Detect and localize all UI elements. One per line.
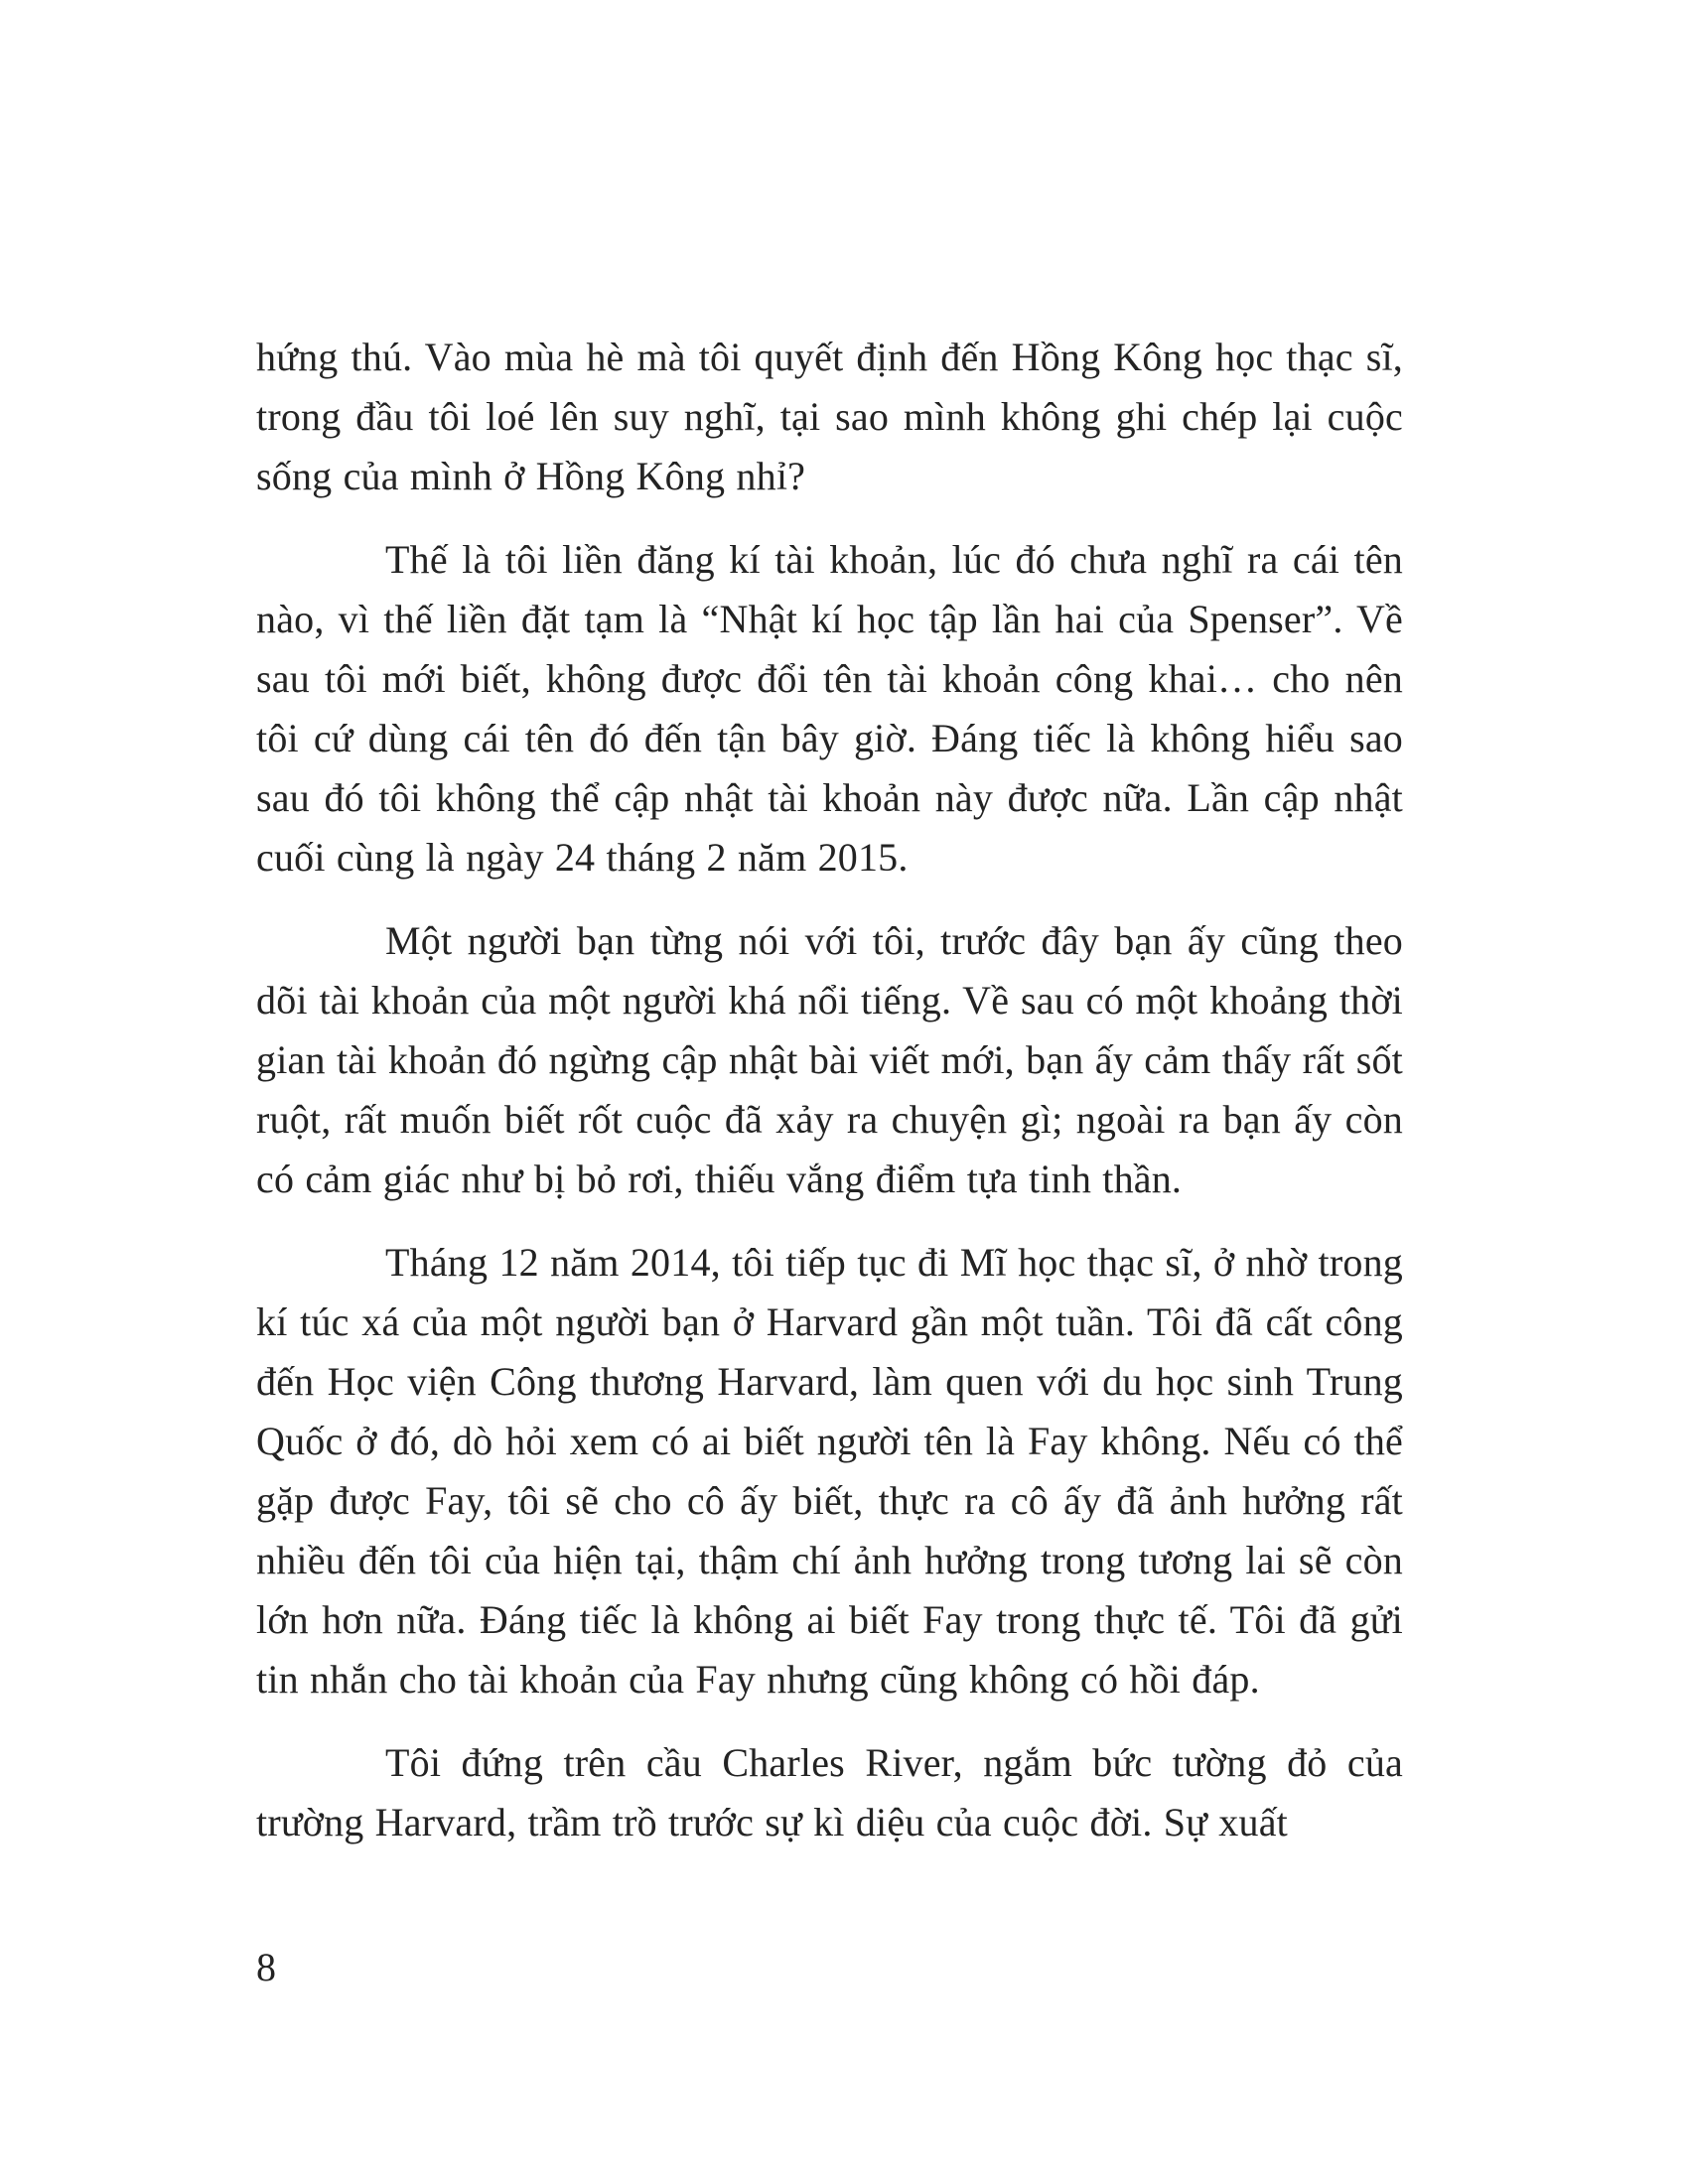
page-number: 8 [256,1945,276,1989]
body-paragraph: Tháng 12 năm 2014, tôi tiếp tục đi Mĩ học thạc sĩ, ở nhờ trong kí túc xá của một người bạn ở Harvard gần một tuần. Tôi đã cất công đến Học viện Công thương Harvard, làm quen với du học sinh Trung Quốc ở đó, dò hỏi xem có ai biết người tên là Fay không. Nếu có thể gặp được Fay, tôi sẽ cho cô ấy biết, thực ra cô ấy đã ảnh hưởng rất nhiều đến tôi của hiện tại, thậm chí ảnh hưởng trong tương lai sẽ còn lớn hơn nữa. Đáng tiếc là không ai biết Fay trong thực tế. Tôi đã gửi tin nhắn cho tài khoản của Fay nhưng cũng không có hồi đáp. [256,1240,1403,1702]
page-text-block [256,328,1403,1876]
body-paragraph: Thế là tôi liền đăng kí tài khoản, lúc đó chưa nghĩ ra cái tên nào, vì thế liền đặt tạm là “Nhật kí học tập lần hai của Spenser”. Về sau tôi mới biết, không được đổi tên tài khoản công khai… cho nên tôi cứ dùng cái tên đó đến tận bây giờ. Đáng tiếc là không hiểu sao sau đó tôi không thể cập nhật tài khoản này được nữa. Lần cập nhật cuối cùng là ngày 24 tháng 2 năm 2015. [256,537,1403,880]
body-paragraph: Tôi đứng trên cầu Charles River, ngắm bức tường đỏ của trường Harvard, trầm trồ trước sự kì diệu của cuộc đời. Sự xuất [256,1740,1403,1844]
body-paragraph: Một người bạn từng nói với tôi, trước đây bạn ấy cũng theo dõi tài khoản của một người khá nổi tiếng. Về sau có một khoảng thời gian tài khoản đó ngừng cập nhật bài viết mới, bạn ấy cảm thấy rất sốt ruột, rất muốn biết rốt cuộc đã xảy ra chuyện gì; ngoài ra bạn ấy còn có cảm giác như bị bỏ rơi, thiếu vắng điểm tựa tinh thần. [256,918,1403,1201]
body-paragraph: hứng thú. Vào mùa hè mà tôi quyết định đến Hồng Kông học thạc sĩ, trong đầu tôi loé lên suy nghĩ, tại sao mình không ghi chép lại cuộc sống của mình ở Hồng Kông nhỉ? [256,335,1403,498]
